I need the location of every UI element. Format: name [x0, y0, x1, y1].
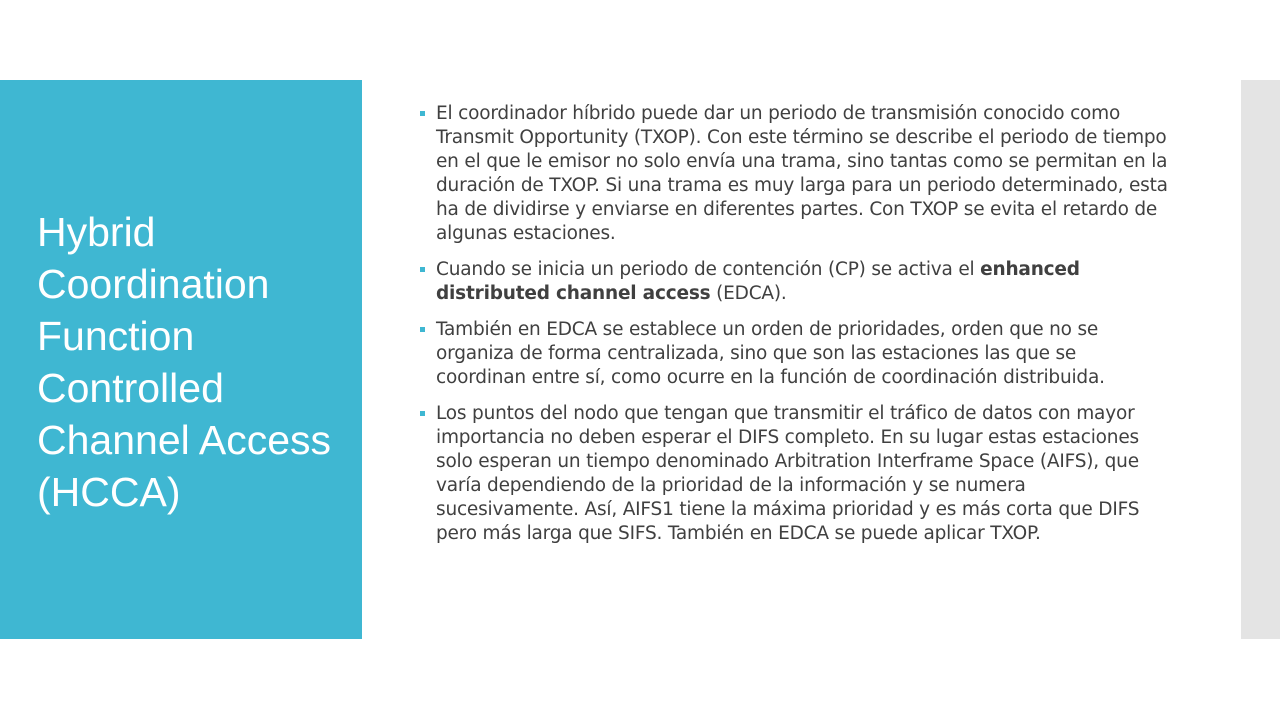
bullet-item — [418, 102, 1170, 246]
bullet-item — [418, 318, 1170, 390]
bullet-list — [418, 102, 1170, 558]
bullet-square-icon — [420, 411, 425, 416]
bullet-text-bold: enhanced distributed channel access — [436, 259, 1080, 304]
bullet-text: El coordinador híbrido puede dar un periodo de transmisión conocido como Transmit Opportunity (TXOP). Con este término se describe el periodo de tiempo en el que le emisor no solo envía una trama, sino tantas como se permitan en la duración de TXOP. Si una trama es muy larga para un periodo determinado, esta ha de dividirse y enviarse en diferentes partes. Con TXOP se evita el retardo de algunas estaciones. — [436, 103, 1168, 244]
bullet-square-icon — [420, 267, 425, 272]
bullet-item — [418, 402, 1170, 546]
slide-title: Hybrid Coordination Function Controlled Channel Access (HCCA) — [37, 209, 332, 515]
bullet-item — [418, 258, 1170, 306]
bullet-square-icon — [420, 327, 425, 332]
bullet-text-after: (EDCA). — [710, 283, 787, 304]
bullet-text: También en EDCA se establece un orden de prioridades, orden que no se organiza de forma centralizada, sino que son las estaciones las que se coordinan entre sí, como ocurre en la función de coordinación distribuida. — [436, 319, 1105, 388]
bullet-text-before: Cuando se inicia un periodo de contención (CP) se activa el — [436, 259, 981, 280]
bullet-square-icon — [420, 111, 425, 116]
right-side-panel — [1241, 80, 1280, 639]
bullet-text: Los puntos del nodo que tengan que transmitir el tráfico de datos con mayor importancia no deben esperar el DIFS completo. En su lugar estas estaciones solo esperan un tiempo denominado Arbitration Interframe Space (AIFS), que varía dependiendo de la prioridad de la información y se numera sucesivamente. Así, AIFS1 tiene la máxima prioridad y es más corta que DIFS pero más larga que SIFS. También en EDCA se puede aplicar TXOP. — [436, 403, 1140, 544]
